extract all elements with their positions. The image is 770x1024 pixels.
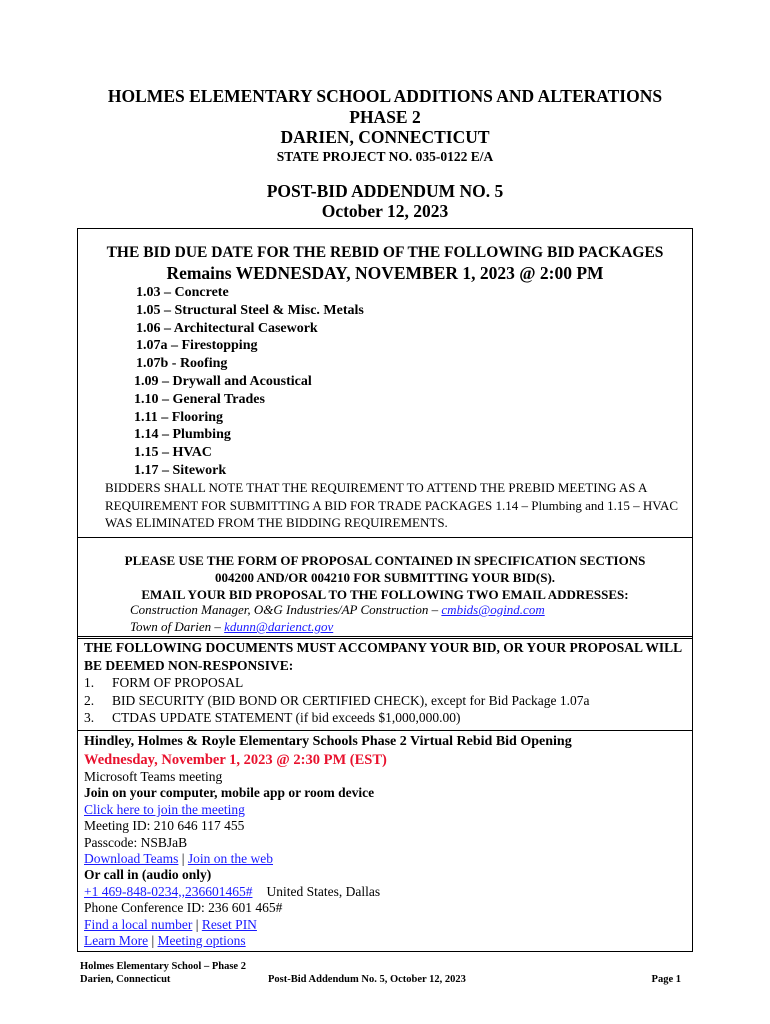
proposal-line-3: EMAIL YOUR BID PROPOSAL TO THE FOLLOWING TWO EMAIL ADDRESSES: <box>141 587 629 602</box>
bid-package-item: 1.17 – Sitework <box>134 462 227 478</box>
reset-pin-link[interactable]: Reset PIN <box>201 916 257 932</box>
meeting-options-link[interactable]: Meeting options <box>157 933 246 949</box>
find-local-number-link[interactable]: Find a local number <box>84 916 193 932</box>
meeting-passcode: Passcode: NSBJaB <box>84 834 188 850</box>
meeting-id: Meeting ID: 210 646 117 455 <box>84 818 245 834</box>
phone-number-link[interactable]: +1 469-848-0234,,236601465# <box>84 883 253 899</box>
required-documents <box>84 639 684 727</box>
bid-package-item: 1.07a – Firestopping <box>136 338 258 354</box>
email-address-list <box>130 601 545 635</box>
join-web-link[interactable]: Join on the web <box>187 851 273 867</box>
download-links: Download Teams | Join on the web <box>84 851 273 867</box>
meeting-platform: Microsoft Teams meeting <box>84 769 223 784</box>
bid-package-item: 1.07b - Roofing <box>136 356 228 372</box>
cm-email-line <box>130 601 545 618</box>
bid-due-date: Remains WEDNESDAY, NOVEMBER 1, 2023 @ 2:00 PM <box>166 263 604 283</box>
list-item: 1. FORM OF PROPOSAL <box>84 675 244 690</box>
phone-line <box>84 884 684 900</box>
required-documents-box <box>77 636 693 731</box>
document-header <box>0 86 770 222</box>
download-teams-link[interactable]: Download Teams <box>84 851 179 867</box>
project-location: DARIEN, CONNECTICUT <box>280 127 490 147</box>
bid-due-date-box <box>77 228 693 538</box>
proposal-instructions <box>78 552 692 603</box>
learn-more-link[interactable]: Learn More <box>84 933 149 949</box>
bid-package-item: 1.05 – Structural Steel & Misc. Metals <box>136 302 364 318</box>
meeting-title: Hindley, Holmes & Royle Elementary Schools Phase 2 Virtual Rebid Bid Opening <box>84 734 572 749</box>
audio-heading: Or call in (audio only) <box>84 867 212 883</box>
proposal-line-2: 004200 AND/OR 004210 FOR SUBMITTING YOUR BID(S). <box>214 570 556 585</box>
footer-center: Post-Bid Addendum No. 5, October 12, 2023 <box>268 974 466 985</box>
footer-location: Darien, Connecticut <box>80 974 171 985</box>
town-email-line <box>130 618 545 635</box>
list-item: 2. BID SECURITY (BID BOND OR CERTIFIED CHECK), except for Bid Package 1.07a <box>84 692 590 708</box>
bid-package-item: 1.10 – General Trades <box>134 391 265 407</box>
project-phase: PHASE 2 <box>349 106 421 127</box>
page-number: Page 1 <box>651 974 681 985</box>
join-meeting-link[interactable]: Click here to join the meeting <box>84 801 245 817</box>
bid-package-item: 1.09 – Drywall and Acoustical <box>134 373 312 389</box>
prebid-meeting-note: BIDDERS SHALL NOTE THAT THE REQUIREMENT TO ATTEND THE PREBID MEETING AS A REQUIREMENT FOR SUBMITTING A BID FOR TRADE PACKAGES 1.14 – Plumbing and 1.15 – HVAC WAS ELIMINATED FROM THE BIDDING REQUIREMENTS. <box>105 480 679 530</box>
bid-package-item: 1.15 – HVAC <box>134 445 212 461</box>
cm-email-label: Construction Manager, O&G Industries/AP Construction – <box>130 602 442 617</box>
footer-left <box>80 960 246 986</box>
bid-package-item: 1.03 – Concrete <box>136 285 229 300</box>
virtual-bid-opening-box <box>77 730 693 952</box>
bid-due-title: THE BID DUE DATE FOR THE REBID OF THE FOLLOWING BID PACKAGES <box>106 244 664 261</box>
more-links: Learn More | Meeting options <box>84 933 246 949</box>
proposal-line-1: PLEASE USE THE FORM OF PROPOSAL CONTAINED IN SPECIFICATION SECTIONS <box>124 553 646 568</box>
meeting-datetime: Wednesday, November 1, 2023 @ 2:30 PM (EST) <box>84 752 387 768</box>
bid-package-list <box>136 284 364 480</box>
bid-package-item: 1.14 – Plumbing <box>134 427 231 443</box>
footer-school: Holmes Elementary School – Phase 2 <box>80 961 246 972</box>
phone-location: United States, Dallas <box>266 883 381 899</box>
required-documents-list <box>84 674 684 727</box>
addendum-title: POST-BID ADDENDUM NO. 5 <box>266 180 504 201</box>
meeting-details <box>84 733 684 949</box>
state-project-number: STATE PROJECT NO. 035-0122 E/A <box>276 148 494 164</box>
bid-package-item: 1.06 – Architectural Casework <box>136 320 318 336</box>
proposal-form-box <box>77 538 693 639</box>
list-item: 3. CTDAS UPDATE STATEMENT (if bid exceeds $1,000,000.00) <box>84 710 461 725</box>
phone-conference-id: Phone Conference ID: 236 601 465# <box>84 900 283 916</box>
town-email-label: Town of Darien – <box>130 619 225 634</box>
join-heading: Join on your computer, mobile app or room device <box>84 785 375 801</box>
town-email-link[interactable]: kdunn@darienct.gov <box>224 619 334 634</box>
number-links: Find a local number | Reset PIN <box>84 916 257 932</box>
bid-package-item: 1.11 – Flooring <box>134 409 224 425</box>
required-documents-heading: THE FOLLOWING DOCUMENTS MUST ACCOMPANY YOUR BID, OR YOUR PROPOSAL WILL BE DEEMED NON-RESPONSIVE: <box>84 640 682 673</box>
addendum-date: October 12, 2023 <box>321 201 449 221</box>
cm-email-link[interactable]: cmbids@ogind.com <box>441 602 545 617</box>
project-title: HOLMES ELEMENTARY SCHOOL ADDITIONS AND ALTERATIONS <box>107 86 663 106</box>
